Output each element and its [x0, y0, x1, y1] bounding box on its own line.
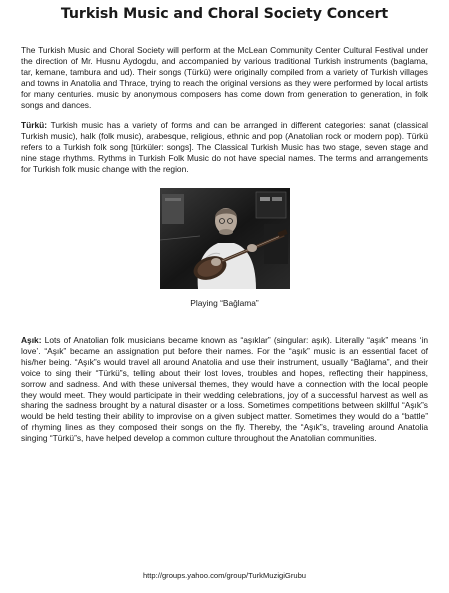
photo-caption: Playing “Bağlama”: [190, 297, 259, 308]
photo-figure: [160, 188, 290, 308]
turku-term: Türkü:: [21, 120, 48, 131]
document-title: Turkish Music and Choral Society Concert: [60, 6, 389, 22]
intro-paragraph: The Turkish Music and Choral Society will perform at the McLean Community Center Cultural Festival under the direction of Mr. Husnu Aydogdu, and accompanied by various traditional Turkish instruments (baglama, tar, kemane, tambura and ud). Their songs (Türkü) were originally compiled from a variety of Turkish villages and towns in Anatolia and Thrace, trying to reach the original versions as they were performed by local artists for many centuries. music by anonymous composers has come down from generation to generation, in folk songs and dances.: [21, 45, 428, 110]
turku-paragraph: [21, 120, 428, 175]
asik-term: Aşık:: [21, 334, 42, 345]
asik-paragraph: [21, 335, 428, 444]
asik-text: Lots of Anatolian folk musicians became known as “aşıklar” (singular: aşık). Literally “aşık” means ‘in love’. “Aşık” became an assignation put before their names. For the “aşık” music is an essential facet of his/her being. “Aşık”s would travel all around Anatolia and use their instrument, usually “Bağlama”, and their voice to sing their “Türkü”s, telling about their lost loves, troubles and hopes, reflecting their happiness, sorrow and sadness. And with these universal themes, they would have a connection with the local people they would meet. They would participate in their wedding celebrations, joy of a successful harvest as well as sharing the sadness brought by a natural disaster or a loss. Sometimes competitions between skillful “Aşık”s would be held testing their ability to improvise on a given subject matter. Sometimes they would do a “battle” of rhyming lines as they composed their songs on the fly. Thereby, the “Aşık”s, traveling around Anatolia singing “Türkü”s, have helped develop a common culture throughout the Anatolian communities.: [21, 334, 428, 444]
footer-url: http://groups.yahoo.com/group/TurkMuzigiGrubu: [142, 571, 307, 580]
turku-text: Turkish music has a variety of forms and can be arranged in different categories: sanat (classical Turkish music), halk (folk music), arabesque, religious, ethnic and pop (Anatolian rock or modern pop). Türkü refers to a Turkish folk song [türküler: songs]. The Classical Turkish Music has two stage, seven stage and nine stage rhythms. Rythms in Turkish Folk Music do not have special names. The terms and arrangements for Turkish folk music change with the region.: [21, 120, 428, 175]
musician-photo: [160, 188, 290, 289]
